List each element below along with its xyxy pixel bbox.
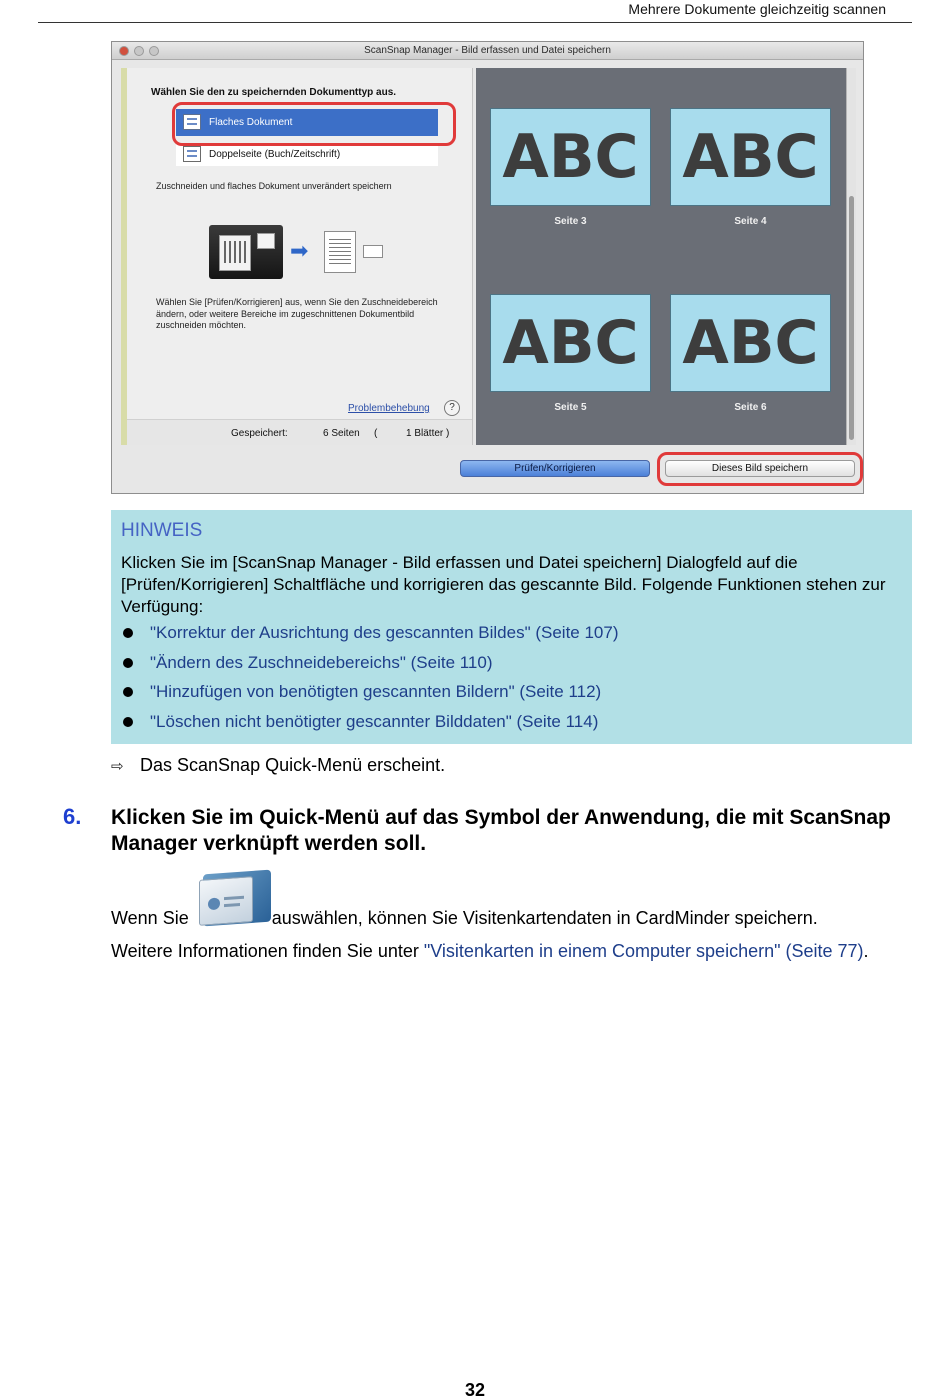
- hollow-right-arrow-icon: ⇨: [111, 758, 124, 775]
- saved-paren: (: [374, 428, 378, 439]
- result-line: [111, 755, 445, 776]
- hint-link[interactable]: "Hinzufügen von benötigten gescannten Bildern" (Seite 112): [150, 682, 602, 701]
- crop-description: Zuschneiden und flaches Dokument unverändert speichern: [156, 181, 392, 191]
- saved-status-bar: [127, 419, 472, 445]
- thumbnail-image-text: ABC: [502, 308, 639, 378]
- save-this-image-button[interactable]: Dieses Bild speichern: [665, 460, 855, 477]
- card-line-shape: [224, 896, 244, 900]
- para2-tail: .: [863, 941, 869, 961]
- help-icon[interactable]: ?: [444, 400, 460, 416]
- bullet-icon: [123, 687, 133, 697]
- step-number: 6.: [63, 804, 82, 829]
- para1-lead: Wenn Sie: [111, 908, 189, 928]
- dialog-title: ScanSnap Manager - Bild erfassen und Datei speichern: [364, 45, 611, 56]
- page-thumbnail[interactable]: [490, 294, 651, 392]
- review-correct-button[interactable]: Prüfen/Korrigieren: [460, 460, 650, 477]
- thumbnail-label: Seite 6: [734, 402, 767, 413]
- thumbnail-image-text: ABC: [502, 122, 639, 192]
- option-double-page[interactable]: [176, 143, 438, 166]
- thumbnail-label: Seite 3: [554, 216, 587, 227]
- page-thumbnail[interactable]: [670, 294, 831, 392]
- thumbnail-label: Seite 5: [554, 402, 587, 413]
- preview-panel: [476, 68, 856, 445]
- hint-body: Klicken Sie im [ScanSnap Manager - Bild erfassen und Datei speichern] Dialogfeld auf die [Prüfen/Korrigieren] Schaltfläche und korrigieren das gescannte Bild. Folgende Funktionen stehen zur Verfügung:: [121, 553, 886, 616]
- scanner-illustration: [209, 225, 283, 279]
- document-type-prompt: Wählen Sie den zu speichernden Dokumenttyp aus.: [151, 87, 397, 98]
- option-label: Flaches Dokument: [209, 117, 293, 128]
- more-info-paragraph: [111, 940, 901, 963]
- running-header: Mehrere Dokumente gleichzeitig scannen: [628, 1, 886, 17]
- cropped-card-icon: [363, 245, 383, 258]
- page-number: 32: [464, 1380, 486, 1400]
- scansnap-dialog-screenshot: [111, 41, 864, 494]
- card-line-shape: [224, 903, 240, 907]
- hint-link[interactable]: "Ändern des Zuschneidebereichs" (Seite 110): [150, 652, 493, 672]
- page-thumbnail[interactable]: [670, 108, 831, 206]
- highlight-ring-save-button: [657, 452, 863, 486]
- scanned-paper-icon: [219, 235, 251, 271]
- book-icon: [183, 146, 201, 162]
- hint-box: [111, 510, 912, 744]
- saved-pages: 6 Seiten: [323, 428, 360, 439]
- saved-sheets: 1 Blätter ): [406, 428, 450, 439]
- dialog-titlebar: [112, 42, 863, 60]
- result-text: Das ScanSnap Quick-Menü erscheint.: [140, 755, 446, 775]
- hint-title: HINWEIS: [121, 520, 203, 541]
- highlight-ring-flat-document: [172, 102, 456, 146]
- step-title: Klicken Sie im Quick-Menü auf das Symbol der Anwendung, die mit ScanSnap Manager verknüpft werden soll.: [111, 806, 891, 855]
- document-type-panel: [121, 68, 473, 445]
- scanned-card-icon: [257, 233, 275, 249]
- hint-link[interactable]: "Löschen nicht benötigter gescannter Bilddaten" (Seite 114): [150, 711, 599, 731]
- bullet-icon: [123, 717, 133, 727]
- list-item: [121, 622, 901, 652]
- saved-label: Gespeichert:: [231, 428, 288, 439]
- page-thumbnail[interactable]: [490, 108, 651, 206]
- preview-scrollbar[interactable]: [846, 68, 856, 445]
- troubleshooting-link[interactable]: Problembehebung: [348, 403, 430, 414]
- para1-tail: auswählen, können Sie Visitenkartendaten in CardMinder speichern.: [271, 908, 818, 928]
- cardminder-paragraph: [111, 908, 818, 929]
- business-cards-link[interactable]: "Visitenkarten in einem Computer speichern" (Seite 77): [423, 941, 864, 961]
- thumbnail-image-text: ABC: [682, 122, 819, 192]
- thumbnail-image-text: ABC: [682, 308, 819, 378]
- review-instruction: Wählen Sie [Prüfen/Korrigieren] aus, wenn Sie den Zuschneidebereich ändern, oder weitere Bereiche im zugeschnittenen Dokumentbild zuschneiden möchten.: [156, 297, 438, 330]
- para2-lead: Weitere Informationen finden Sie unter: [111, 941, 424, 961]
- list-item: [121, 652, 901, 682]
- right-arrow-icon: ➡: [290, 238, 309, 263]
- header-rule: [38, 22, 912, 23]
- hint-link-list: [121, 622, 901, 740]
- thumbnail-label: Seite 4: [734, 216, 767, 227]
- hint-link[interactable]: "Korrektur der Ausrichtung des gescannten Bildes" (Seite 107): [150, 623, 619, 642]
- option-label: Doppelseite (Buch/Zeitschrift): [209, 149, 341, 160]
- cropped-document-icon: [324, 231, 356, 273]
- bullet-icon: [123, 658, 133, 668]
- list-item: [121, 711, 901, 741]
- list-item: [121, 681, 901, 711]
- bullet-icon: [123, 628, 133, 638]
